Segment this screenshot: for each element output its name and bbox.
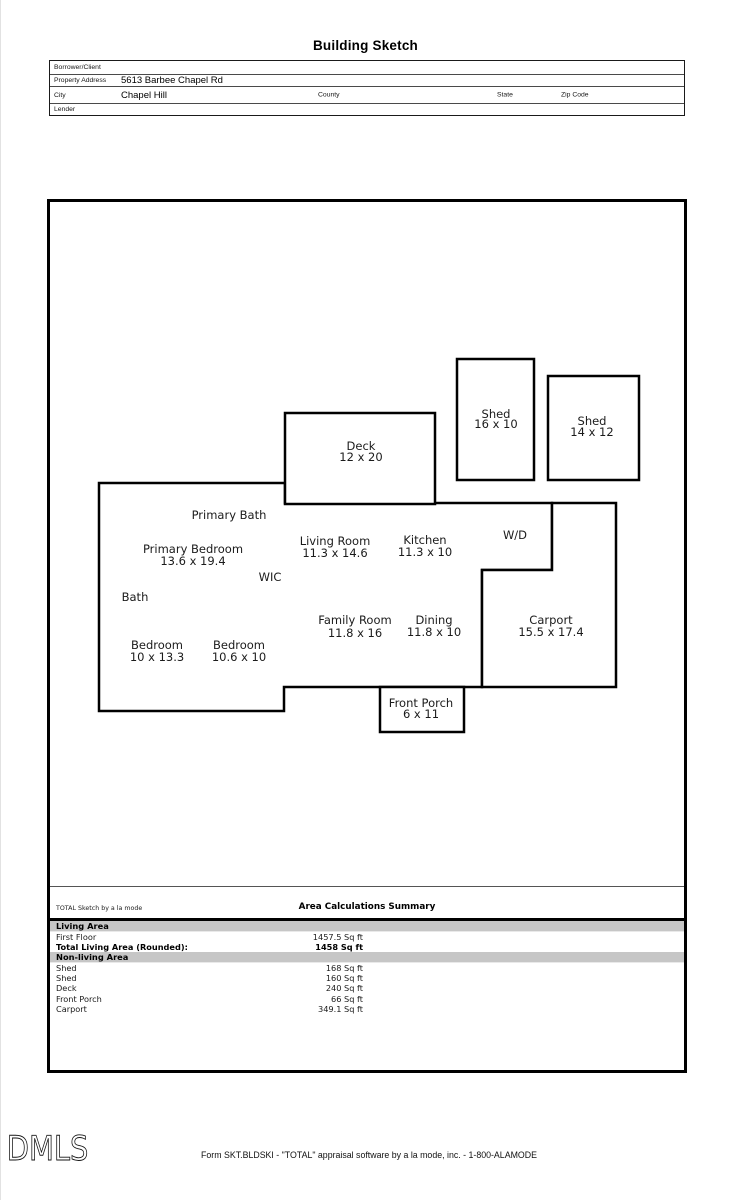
total-living-area-row — [50, 942, 684, 952]
room-label-carport: Carport — [529, 613, 573, 627]
sketch-border — [47, 199, 687, 1073]
room-label-bedroom1: Bedroom — [130, 638, 184, 652]
county-label: County — [318, 91, 340, 99]
floor-plan — [50, 202, 684, 886]
property-address-row — [50, 75, 684, 87]
state-label: State — [497, 91, 513, 99]
property-info-table — [49, 60, 685, 116]
room-dims-bedroom2: 10.6 x 10 — [211, 650, 267, 664]
table-row — [50, 1004, 684, 1014]
room-dims-kitchen: 11.3 x 10 — [397, 545, 453, 559]
room-dims-living-room: 11.3 x 14.6 — [302, 546, 368, 560]
row-value: 168 Sq ft — [325, 962, 363, 973]
room-dims-primary-bedroom: 13.6 x 19.4 — [160, 554, 226, 568]
room-dims-deck: 12 x 20 — [339, 450, 383, 464]
table-row — [50, 932, 684, 942]
nonliving-area-section-bar — [50, 952, 684, 963]
form-footer-line: Form SKT.BLDSKI - "TOTAL" appraisal software by a la mode, inc. - 1-800-ALAMODE — [201, 1150, 537, 1160]
room-label-wic: WIC — [258, 570, 282, 584]
total-value: 1458 Sq ft — [315, 941, 363, 952]
room-label-shed1: Shed — [481, 407, 511, 421]
row-label: Shed — [56, 962, 77, 973]
room-label-deck: Deck — [346, 439, 376, 453]
room-dims-shed1: 16 x 10 — [474, 417, 518, 431]
city-label: City — [54, 91, 66, 99]
room-label-bedroom2: Bedroom — [212, 638, 266, 652]
room-label-wd: W/D — [502, 528, 528, 542]
room-label-shed2: Shed — [577, 414, 607, 428]
city-value: Chapel Hill — [121, 89, 167, 101]
room-label-primary-bedroom: Primary Bedroom — [142, 542, 244, 556]
borrower-label: Borrower/Client — [54, 64, 101, 71]
room-label-dining: Dining — [415, 613, 453, 627]
summary-header — [50, 887, 684, 918]
row-value: 66 Sq ft — [331, 993, 363, 1004]
row-label: First Floor — [56, 931, 97, 942]
room-label-front-porch: Front Porch — [388, 696, 454, 710]
room-label-kitchen: Kitchen — [403, 533, 447, 547]
room-dims-dining: 11.8 x 10 — [406, 625, 462, 639]
room-dims-carport: 15.5 x 17.4 — [518, 625, 584, 639]
borrower-row — [50, 61, 684, 75]
living-area-section-bar — [50, 921, 684, 932]
area-calculations-summary — [50, 886, 684, 1014]
row-value: 160 Sq ft — [325, 973, 363, 984]
total-label: Total Living Area (Rounded): — [56, 941, 188, 952]
row-label: Deck — [56, 983, 77, 994]
lender-label: Lender — [54, 106, 76, 113]
room-dims-shed2: 14 x 12 — [570, 425, 614, 439]
nonliving-area-section-label: Non-living Area — [56, 951, 129, 962]
zip-label: Zip Code — [561, 91, 589, 99]
row-label: Front Porch — [56, 993, 102, 1004]
row-label: Shed — [56, 973, 77, 984]
table-row — [50, 983, 684, 993]
table-row — [50, 973, 684, 983]
table-row — [50, 993, 684, 1003]
page-title: Building Sketch — [312, 38, 418, 53]
row-value: 349.1 Sq ft — [318, 1003, 363, 1014]
row-label: Carport — [56, 1003, 87, 1014]
room-label-primary-bath: Primary Bath — [191, 508, 267, 522]
property-address-value: 5613 Barbee Chapel Rd — [121, 75, 223, 86]
room-dims-front-porch: 6 x 11 — [402, 707, 440, 721]
room-label-family-room: Family Room — [318, 613, 392, 627]
sketch-brand-note: TOTAL Sketch by a la mode — [56, 905, 143, 912]
room-label-living-room: Living Room — [299, 534, 371, 548]
property-address-label: Property Address — [54, 77, 107, 84]
room-dims-family-room: 11.8 x 16 — [327, 626, 383, 640]
city-row — [50, 87, 684, 104]
summary-title: Area Calculations Summary — [298, 902, 436, 912]
row-value: 1457.5 Sq ft — [312, 931, 363, 942]
living-area-section-label: Living Area — [56, 920, 109, 931]
room-label-bath: Bath — [121, 590, 149, 604]
dmls-logo — [5, 1129, 97, 1167]
lender-row — [50, 104, 684, 115]
dmls-logo-text: DMLS — [6, 1129, 89, 1167]
table-row — [50, 963, 684, 973]
row-value: 240 Sq ft — [325, 983, 363, 994]
room-dims-bedroom1: 10 x 13.3 — [129, 650, 185, 664]
